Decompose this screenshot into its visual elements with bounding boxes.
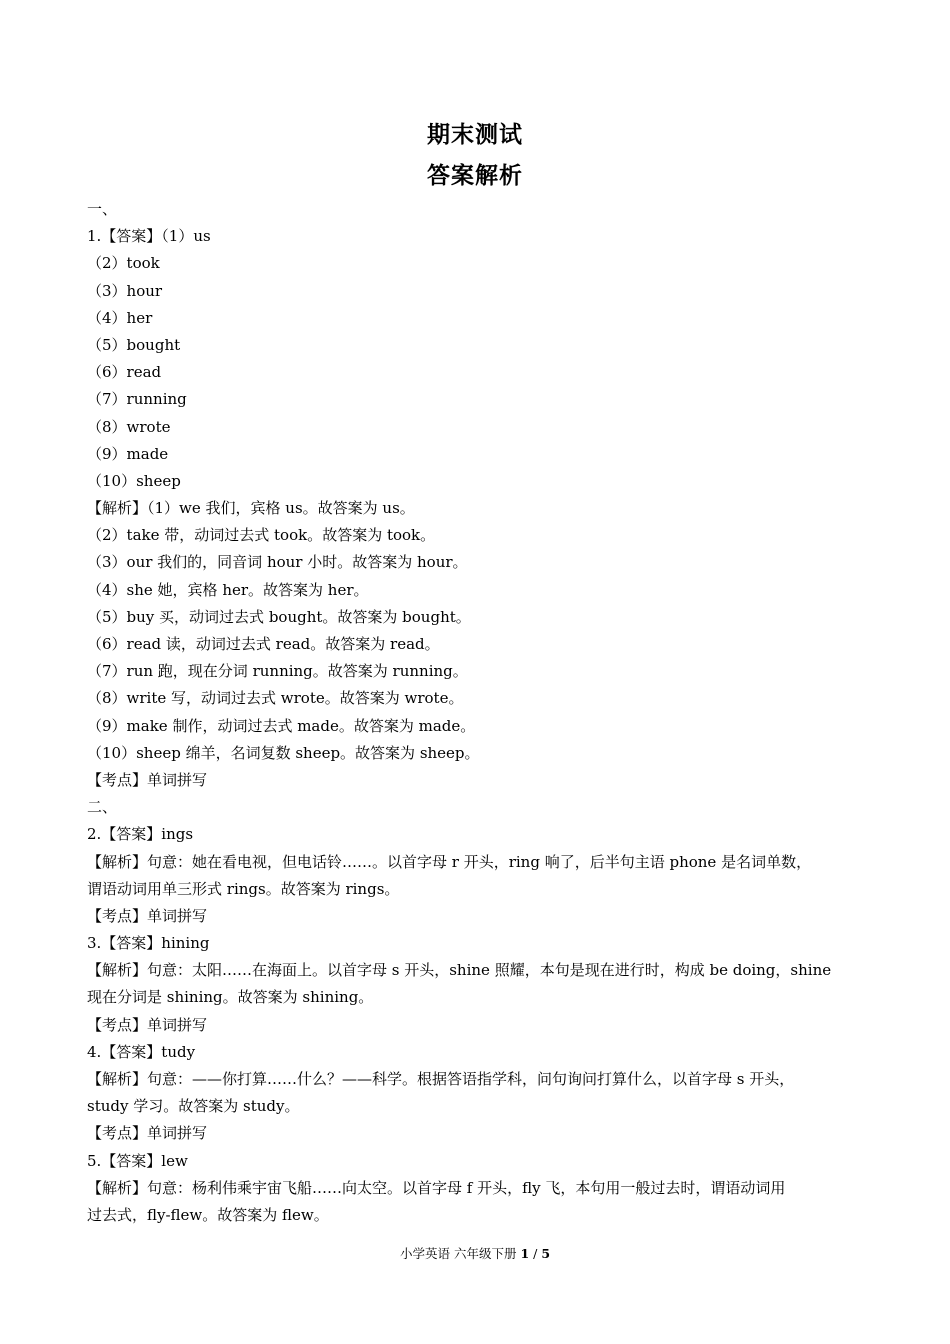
analysis-line: 过去式，fly-flew。故答案为 flew。	[87, 1205, 329, 1224]
answer-line: （2）took	[87, 254, 160, 273]
topic-line: 【考点】单词拼写	[87, 1124, 208, 1143]
page-footer	[0, 1244, 950, 1262]
analysis-line: 【解析】（1）we 我们，宾格 us。故答案为 us。	[87, 499, 415, 518]
analysis-line: （5）buy 买，动词过去式 bought。故答案为 bought。	[87, 607, 471, 626]
answer-line: 1.【答案】（1）us	[87, 227, 211, 246]
analysis-line: 【解析】句意：——你打算……什么？——科学。根据答语指学科，问句询问打算什么，以首字母 s 开头，	[87, 1070, 795, 1088]
analysis-line: （3）our 我们的，同音词 hour 小时。故答案为 hour。	[87, 553, 468, 572]
answer-line: 4.【答案】tudy	[87, 1042, 196, 1061]
page-title: 期末测试	[427, 122, 523, 148]
answer-line: （8）wrote	[87, 417, 171, 436]
section-heading: 一、	[87, 200, 118, 218]
analysis-line: （6）read 读，动词过去式 read。故答案为 read。	[87, 635, 440, 653]
answer-line: （9）made	[87, 444, 169, 463]
answer-line: 2.【答案】ings	[87, 825, 194, 844]
answer-line: 3.【答案】hining	[87, 934, 210, 953]
footer-label: 小学英语 六年级下册	[399, 1246, 517, 1261]
page-number: 1	[520, 1246, 530, 1261]
topic-line: 【考点】单词拼写	[87, 1015, 208, 1034]
topic-line: 【考点】单词拼写	[87, 770, 208, 789]
answer-line: （7）running	[87, 390, 187, 409]
analysis-line: 【解析】句意：她在看电视，但电话铃……。以首字母 r 开头，ring 响了，后半句主语 phone 是名词单数，	[87, 852, 812, 871]
analysis-line: study 学习。故答案为 study。	[87, 1097, 300, 1116]
answer-line: 5.【答案】lew	[87, 1151, 188, 1170]
section-heading: 二、	[87, 798, 118, 817]
analysis-line: 【解析】句意：太阳……在海面上。以首字母 s 开头，shine 照耀，本句是现在进行时，构成 be doing，shine	[87, 961, 832, 980]
answer-line: （5）bought	[87, 335, 181, 354]
analysis-line: 现在分词是 shining。故答案为 shining。	[87, 988, 374, 1007]
topic-line: 【考点】单词拼写	[87, 906, 208, 925]
analysis-line: 【解析】句意：杨利伟乘宇宙飞船……向太空。以首字母 f 开头，fly 飞，本句用一般过去时，谓语动词用	[87, 1178, 786, 1197]
answer-line: （10）sheep	[87, 471, 181, 490]
answer-line: （4）her	[87, 308, 153, 327]
answer-line: （3）hour	[87, 281, 163, 300]
analysis-line: （9）make 制作，动词过去式 made。故答案为 made。	[87, 716, 476, 735]
analysis-line: （2）take 带，动词过去式 took。故答案为 took。	[87, 526, 436, 545]
answer-content	[87, 196, 867, 1229]
page-subtitle: 答案解析	[427, 163, 523, 189]
analysis-line: （8）write 写，动词过去式 wrote。故答案为 wrote。	[87, 689, 464, 708]
analysis-line: （10）sheep 绵羊，名词复数 sheep。故答案为 sheep。	[87, 743, 480, 762]
analysis-line: （4）she 她，宾格 her。故答案为 her。	[87, 580, 369, 599]
analysis-line: 谓语动词用单三形式 rings。故答案为 rings。	[87, 879, 400, 898]
page-separator: /	[533, 1246, 538, 1261]
page-total: 5	[541, 1246, 551, 1261]
analysis-line: （7）run 跑，现在分词 running。故答案为 running。	[87, 662, 468, 681]
answer-line: （6）read	[87, 363, 162, 382]
